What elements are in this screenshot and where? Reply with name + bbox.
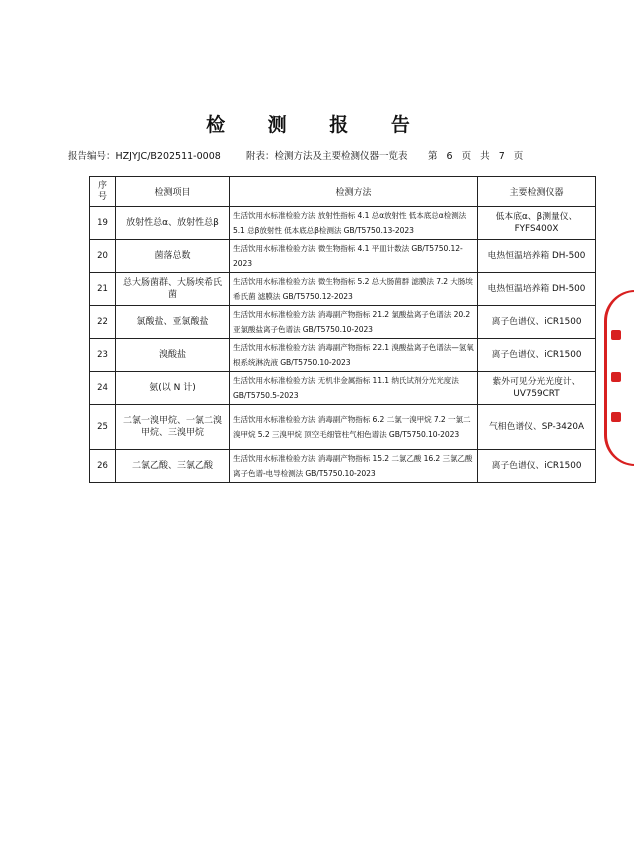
header-item: 检测项目 xyxy=(116,177,230,207)
seal-mark xyxy=(611,412,621,422)
table-row xyxy=(90,207,596,240)
row-item: 二氯一溴甲烷、一氯二溴甲烷、三溴甲烷 xyxy=(116,405,230,450)
row-seq: 19 xyxy=(90,207,116,240)
header-seq: 序 号 xyxy=(90,177,116,207)
report-number: 报告编号：HZJYJC/B202511-0008 xyxy=(68,151,221,162)
row-item: 放射性总α、放射性总β xyxy=(116,207,230,240)
seal-mark xyxy=(611,372,621,382)
row-instrument: 离子色谱仪、iCR1500 xyxy=(478,339,596,372)
page-label-prefix: 第 xyxy=(428,151,438,162)
row-seq: 24 xyxy=(90,372,116,405)
row-item: 二氯乙酸、三氯乙酸 xyxy=(116,450,230,483)
header-instrument: 主要检测仪器 xyxy=(478,177,596,207)
row-seq: 20 xyxy=(90,240,116,273)
table-row xyxy=(90,306,596,339)
row-seq: 22 xyxy=(90,306,116,339)
row-instrument: 紫外可见分光光度计、UV759CRT xyxy=(478,372,596,405)
row-method: 生活饮用水标准检验方法 消毒副产物指标 21.2 氯酸盐离子色谱法 20.2 亚氯酸盐离子色谱法 GB/T5750.10-2023 xyxy=(230,306,478,339)
row-instrument: 离子色谱仪、iCR1500 xyxy=(478,450,596,483)
table-row xyxy=(90,240,596,273)
row-instrument: 低本底α、β测量仪、FYFS400X xyxy=(478,207,596,240)
row-method: 生活饮用水标准检验方法 消毒副产物指标 6.2 二氯一溴甲烷 7.2 一氯二溴甲烷 5.2 三溴甲烷 顶空毛细管柱气相色谱法 GB/T5750.10-2023 xyxy=(230,405,478,450)
table-row xyxy=(90,405,596,450)
row-method: 生活饮用水标准检验方法 放射性指标 4.1 总α放射性 低本底总α检测法 5.1 总β放射性 低本底总β检测法 GB/T5750.13-2023 xyxy=(230,207,478,240)
row-instrument: 气相色谱仪、SP-3420A xyxy=(478,405,596,450)
table-row xyxy=(90,339,596,372)
row-instrument: 电热恒温培养箱 DH-500 xyxy=(478,240,596,273)
page-label-mid: 页 共 xyxy=(461,151,490,162)
row-seq: 23 xyxy=(90,339,116,372)
document-title: 检 测 报 告 xyxy=(206,114,428,136)
table-row xyxy=(90,372,596,405)
table-row xyxy=(90,450,596,483)
row-item: 氨(以 N 计) xyxy=(116,372,230,405)
appendix-title: 附表：检测方法及主要检测仪器一览表 xyxy=(246,151,408,162)
row-seq: 26 xyxy=(90,450,116,483)
row-item: 溴酸盐 xyxy=(116,339,230,372)
row-item: 氯酸盐、亚氯酸盐 xyxy=(116,306,230,339)
row-method: 生活饮用水标准检验方法 微生物指标 4.1 平皿计数法 GB/T5750.12-2023 xyxy=(230,240,478,273)
row-seq: 21 xyxy=(90,273,116,306)
row-method: 生活饮用水标准检验方法 无机非金属指标 11.1 纳氏试剂分光光度法 GB/T5750.5-2023 xyxy=(230,372,478,405)
row-item: 总大肠菌群、大肠埃希氏菌 xyxy=(116,273,230,306)
methods-table xyxy=(89,176,596,483)
page-indicator xyxy=(428,148,523,162)
row-instrument: 电热恒温培养箱 DH-500 xyxy=(478,273,596,306)
row-method: 生活饮用水标准检验方法 微生物指标 5.2 总大肠菌群 滤膜法 7.2 大肠埃希氏菌 滤膜法 GB/T5750.12-2023 xyxy=(230,273,478,306)
row-seq: 25 xyxy=(90,405,116,450)
page-total: 7 xyxy=(498,151,505,162)
row-instrument: 离子色谱仪、iCR1500 xyxy=(478,306,596,339)
row-method: 生活饮用水标准检验方法 消毒副产物指标 15.2 二氯乙酸 16.2 三氯乙酸 离子色谱-电导检测法 GB/T5750.10-2023 xyxy=(230,450,478,483)
header-method: 检测方法 xyxy=(230,177,478,207)
row-method: 生活饮用水标准检验方法 消毒副产物指标 22.1 溴酸盐离子色谱法—氢氧根系统淋洗液 GB/T5750.10-2023 xyxy=(230,339,478,372)
page-current: 6 xyxy=(446,151,453,162)
row-item: 菌落总数 xyxy=(116,240,230,273)
page-label-suffix: 页 xyxy=(513,151,524,162)
table-row xyxy=(90,273,596,306)
seal-mark xyxy=(611,330,621,340)
table-header-row xyxy=(90,177,596,207)
